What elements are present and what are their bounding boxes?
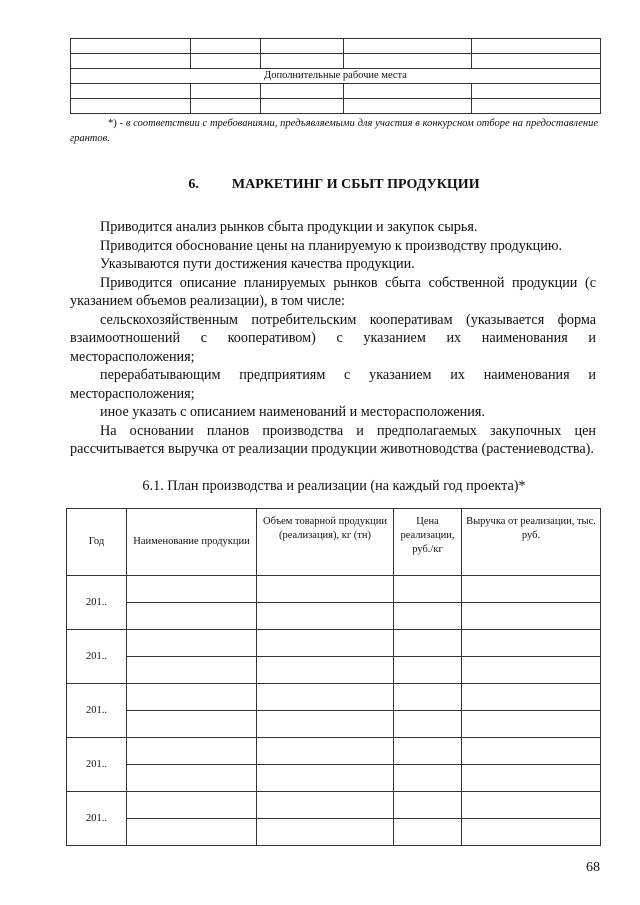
table-row xyxy=(67,603,601,630)
table-row xyxy=(71,39,601,54)
table-row xyxy=(67,630,601,657)
table-row xyxy=(67,792,601,819)
paragraph: перерабатывающим предприятиям с указанием их наименования и месторасположения; xyxy=(70,367,596,402)
table-row xyxy=(71,54,601,69)
year-cell: 201.. xyxy=(67,738,127,792)
header-year: Год xyxy=(67,509,127,576)
table-row xyxy=(67,684,601,711)
section-title xyxy=(70,176,598,194)
page-number: 68 xyxy=(586,860,600,875)
table-row xyxy=(71,84,601,99)
table-row xyxy=(71,69,601,84)
year-cell: 201.. xyxy=(67,630,127,684)
footnote-text: в соответствии с требованиями, предъявляемыми для участия в конкурсном отборе на предоставление грантов. xyxy=(70,118,598,144)
additional-jobs-label: Дополнительные рабочие места xyxy=(71,69,601,84)
footnote-mark: *) - xyxy=(108,118,124,129)
paragraph: На основании планов производства и предполагаемых закупочных цен рассчитывается выручка от реализации продукции животноводства (растениеводства). xyxy=(70,422,596,457)
year-cell: 201.. xyxy=(67,792,127,846)
paragraph: иное указать с описанием наименований и месторасположения. xyxy=(100,404,485,420)
production-plan-table xyxy=(66,508,601,846)
header-product: Наименование продукции xyxy=(127,509,257,576)
header-volume: Объем товарной продукции (реализация), кг (тн) xyxy=(257,509,394,576)
table-row xyxy=(67,765,601,792)
table-row xyxy=(67,711,601,738)
table-row xyxy=(67,576,601,603)
paragraph: Приводится анализ рынков сбыта продукции и закупок сырья. xyxy=(100,219,478,235)
paragraph: Приводится описание планируемых рынков сбыта собственной продукции (с указанием объемов реализации), в том числе: xyxy=(70,274,596,309)
paragraph: Указываются пути достижения качества продукции. xyxy=(100,256,415,272)
section-number: 6. xyxy=(188,177,199,192)
year-cell: 201.. xyxy=(67,576,127,630)
year-cell: 201.. xyxy=(67,684,127,738)
table-row xyxy=(67,657,601,684)
staff-table-fragment xyxy=(70,38,601,114)
paragraph: Приводится обоснование цены на планируемую к производству продукцию. xyxy=(100,237,563,254)
table-row xyxy=(71,99,601,114)
section-heading: МАРКЕТИНГ И СБЫТ ПРОДУКЦИИ xyxy=(231,177,480,192)
header-revenue: Выручка от реализации, тыс. руб. xyxy=(462,509,601,576)
table-row xyxy=(67,738,601,765)
section-body xyxy=(70,218,596,459)
header-price: Цена реализации, руб./кг xyxy=(394,509,462,576)
table-row xyxy=(67,819,601,846)
footnote xyxy=(70,116,598,146)
paragraph: сельскохозяйственным потребительским кооперативам (указывается форма взаимоотношений с кооперативом) с указанием их наименования и месторасположения; xyxy=(70,311,596,365)
table-header-row xyxy=(67,509,601,576)
table-title: 6.1. План производства и реализации (на каждый год проекта)* xyxy=(142,478,526,494)
